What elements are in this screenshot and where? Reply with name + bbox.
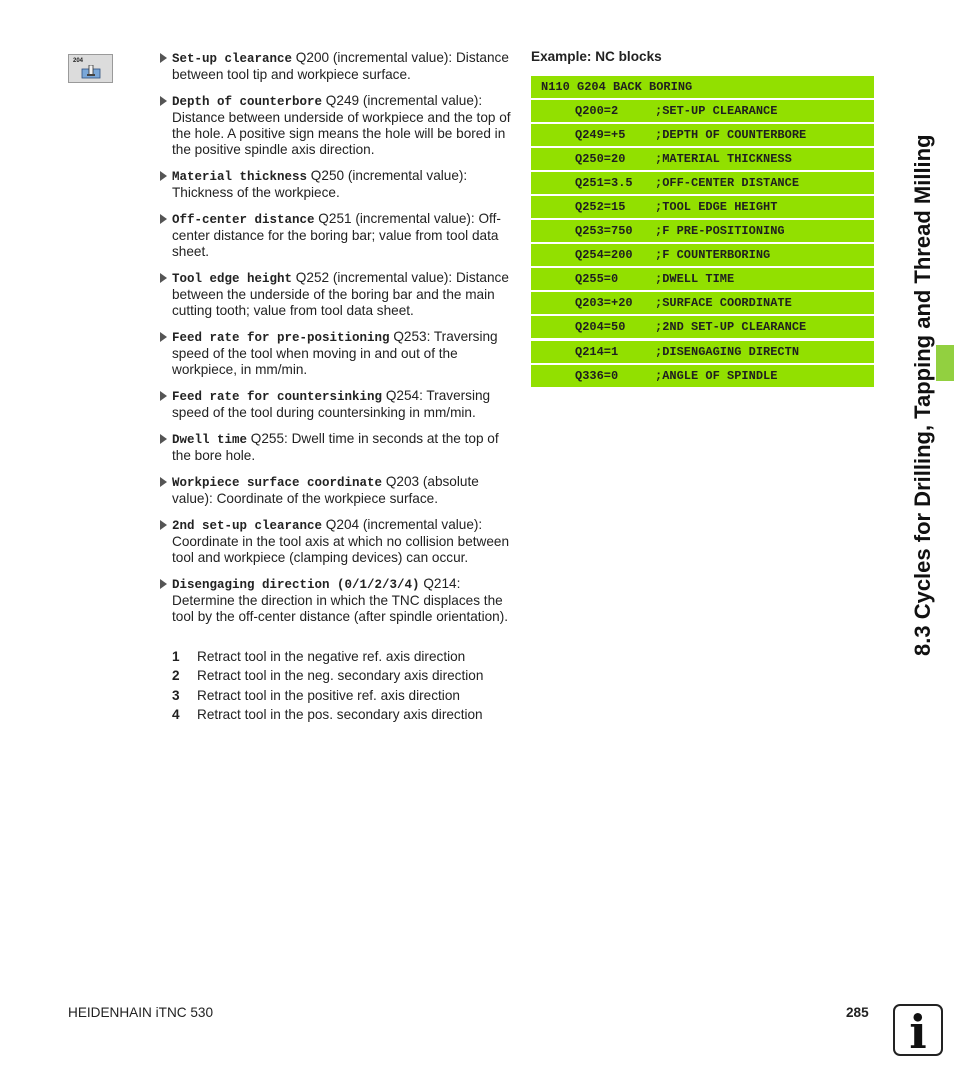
param-description: Q249 (incremental value): Distance between underside of workpiece and the top of the hole. A positive sign means the hole will be bored in the positive spindle axis direction. bbox=[172, 93, 511, 157]
param-dwell-time bbox=[158, 431, 512, 464]
param-description: Q251 (incremental value): Off-center distance for the boring bar; value from tool data sheet. bbox=[172, 211, 501, 259]
param-name: Feed rate for pre-positioning bbox=[172, 331, 390, 345]
nc-comment: ;SET-UP CLEARANCE bbox=[655, 104, 778, 119]
param-description: Q252 (incremental value): Distance between the underside of the boring bar and the main cutting tooth; value from tool data sheet. bbox=[172, 270, 509, 318]
nc-block-line bbox=[531, 268, 874, 290]
param-description: Q250 (incremental value): Thickness of the workpiece. bbox=[172, 168, 468, 200]
nc-comment: ;OFF-CENTER DISTANCE bbox=[655, 176, 800, 191]
cycle-204-icon bbox=[68, 54, 113, 83]
nc-param: Q255=0 bbox=[575, 272, 619, 287]
example-title: Example: NC blocks bbox=[531, 49, 662, 64]
nc-comment: ;F COUNTERBORING bbox=[655, 248, 771, 263]
chapter-tab-marker bbox=[936, 345, 954, 381]
param-name: Feed rate for countersinking bbox=[172, 390, 383, 404]
nc-param: Q200=2 bbox=[575, 104, 619, 119]
nc-block-line bbox=[531, 316, 874, 338]
footer-manual-name: HEIDENHAIN iTNC 530 bbox=[68, 1005, 214, 1020]
nc-blocks bbox=[531, 76, 874, 389]
info-icon bbox=[893, 1004, 943, 1059]
nc-param: Q251=3.5 bbox=[575, 176, 633, 191]
param-name: Tool edge height bbox=[172, 272, 293, 286]
nc-param: Q252=15 bbox=[575, 200, 626, 215]
param-description: Q253: Traversing speed of the tool when moving in and out of the workpiece, in mm/min. bbox=[172, 329, 498, 377]
nc-block-line bbox=[531, 244, 874, 266]
nc-comment: ;SURFACE COORDINATE bbox=[655, 296, 792, 311]
back-boring-diagram-icon bbox=[81, 65, 101, 79]
param-feed-countersinking bbox=[158, 388, 512, 421]
param-workpiece-surface bbox=[158, 474, 512, 507]
param-off-center-distance bbox=[158, 211, 512, 260]
param-description: Q254: Traversing speed of the tool during countersinking in mm/min. bbox=[172, 388, 491, 420]
nc-comment: ;DEPTH OF COUNTERBORE bbox=[655, 128, 807, 143]
nc-param: Q250=20 bbox=[575, 152, 626, 167]
nc-comment: ;ANGLE OF SPINDLE bbox=[655, 368, 778, 383]
option-item bbox=[172, 666, 512, 685]
section-title-vertical: 8.3 Cycles for Drilling, Tapping and Thread Milling bbox=[910, 134, 935, 656]
option-text: Retract tool in the pos. secondary axis direction bbox=[197, 706, 483, 722]
param-depth-of-counterbore bbox=[158, 93, 512, 158]
nc-comment: ;2ND SET-UP CLEARANCE bbox=[655, 320, 807, 335]
option-item bbox=[172, 647, 512, 666]
param-name: Dwell time bbox=[172, 433, 248, 447]
info-glyph: i bbox=[909, 1005, 927, 1059]
option-item bbox=[172, 686, 512, 705]
nc-comment: ;DISENGAGING DIRECTN bbox=[655, 344, 800, 359]
nc-block-line bbox=[531, 292, 874, 314]
nc-comment: ;DWELL TIME bbox=[655, 272, 735, 287]
nc-param: Q204=50 bbox=[575, 320, 626, 335]
cycle-number-label: 204 bbox=[73, 58, 84, 64]
nc-param: Q203=+20 bbox=[575, 296, 633, 311]
option-text: Retract tool in the positive ref. axis direction bbox=[197, 687, 460, 703]
param-2nd-setup-clearance bbox=[158, 517, 512, 566]
nc-header-text: N110 G204 BACK BORING bbox=[541, 80, 693, 94]
nc-block-line bbox=[531, 196, 874, 218]
nc-param: Q253=750 bbox=[575, 224, 633, 239]
param-name: Material thickness bbox=[172, 170, 308, 184]
nc-block-line bbox=[531, 148, 874, 170]
param-name: 2nd set-up clearance bbox=[172, 519, 323, 533]
param-name: Set-up clearance bbox=[172, 52, 293, 66]
option-number: 1 bbox=[172, 649, 180, 664]
nc-block-header bbox=[531, 76, 874, 98]
nc-param: Q336=0 bbox=[575, 368, 619, 383]
option-number: 4 bbox=[172, 706, 180, 722]
param-tool-edge-height bbox=[158, 270, 512, 319]
param-description: Q214: Determine the direction in which the TNC displaces the tool by the off-center distance (after spindle orientation). bbox=[172, 576, 509, 624]
param-name: Disengaging direction (0/1/2/3/4) bbox=[172, 578, 420, 592]
param-description: Q255: Dwell time in seconds at the top of the bore hole. bbox=[172, 431, 499, 463]
option-item bbox=[172, 705, 512, 724]
nc-block-line bbox=[531, 220, 874, 242]
param-setup-clearance bbox=[158, 50, 512, 83]
nc-param: Q249=+5 bbox=[575, 128, 626, 143]
param-description: Q203 (absolute value): Coordinate of the workpiece surface. bbox=[172, 474, 479, 506]
nc-block-line bbox=[531, 100, 874, 122]
param-material-thickness bbox=[158, 168, 512, 201]
nc-param: Q214=1 bbox=[575, 344, 619, 359]
option-text: Retract tool in the neg. secondary axis direction bbox=[197, 668, 484, 684]
nc-block-line bbox=[531, 172, 874, 194]
nc-comment: ;MATERIAL THICKNESS bbox=[655, 152, 792, 167]
option-number: 2 bbox=[172, 668, 180, 684]
option-number: 3 bbox=[172, 687, 180, 703]
disengaging-options-list bbox=[158, 647, 512, 724]
nc-comment: ;F PRE-POSITIONING bbox=[655, 224, 785, 239]
nc-block-line bbox=[531, 124, 874, 146]
nc-block-line bbox=[531, 365, 874, 387]
param-name: Depth of counterbore bbox=[172, 95, 323, 109]
nc-param: Q254=200 bbox=[575, 248, 633, 263]
parameter-list bbox=[158, 50, 512, 724]
nc-block-line bbox=[531, 341, 874, 363]
page-number: 285 bbox=[846, 1005, 869, 1020]
param-feed-pre-positioning bbox=[158, 329, 512, 378]
nc-comment: ;TOOL EDGE HEIGHT bbox=[655, 200, 778, 215]
option-text: Retract tool in the negative ref. axis direction bbox=[197, 649, 466, 664]
param-name: Workpiece surface coordinate bbox=[172, 476, 383, 490]
param-disengaging-direction bbox=[158, 576, 512, 625]
param-description: Q200 (incremental value): Distance between tool tip and workpiece surface. bbox=[172, 50, 509, 82]
param-description: Q204 (incremental value): Coordinate in the tool axis at which no collision between tool and workpiece (clamping devices) can occur. bbox=[172, 517, 510, 565]
param-name: Off-center distance bbox=[172, 213, 315, 227]
